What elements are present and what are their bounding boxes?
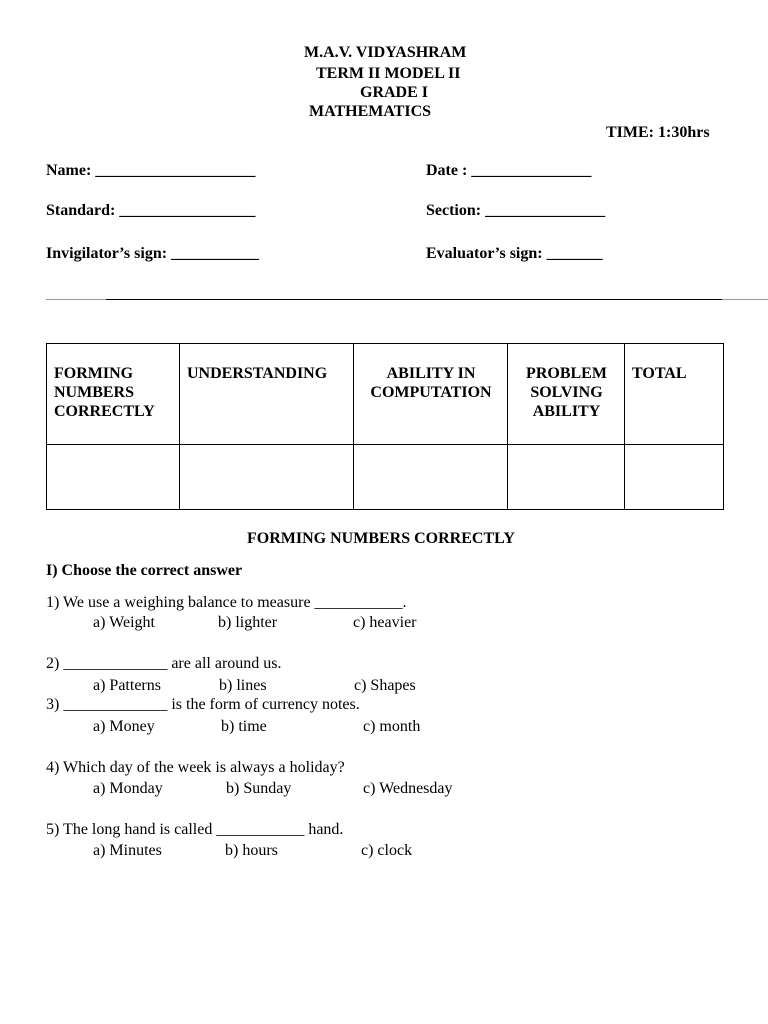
question-5-option-c: c) clock [361, 842, 413, 859]
question-1-option-b: b) lighter [218, 614, 278, 631]
question-4-option-a: a) Monday [93, 780, 163, 797]
name-field: Name: ____________________ [46, 162, 256, 179]
marks-cell-computation [354, 445, 508, 510]
exam-time: TIME: 1:30hrs [606, 124, 710, 141]
question-4: 4) Which day of the week is always a holiday? [46, 759, 345, 776]
question-1: 1) We use a weighing balance to measure ___________. [46, 594, 407, 611]
term-title: TERM II MODEL II [316, 65, 461, 82]
question-2: 2) _____________ are all around us. [46, 655, 282, 672]
marks-table-entry-row [47, 445, 724, 510]
school-name: M.A.V. VIDYASHRAM [304, 44, 467, 61]
question-1-option-c: c) heavier [353, 614, 417, 631]
question-5-option-b: b) hours [225, 842, 278, 859]
date-field: Date : _______________ [426, 162, 592, 179]
question-1-option-a: a) Weight [93, 614, 155, 631]
instruction-text: I) Choose the correct answer [46, 562, 243, 579]
question-3-option-a: a) Money [93, 718, 155, 735]
question-3-option-c: c) month [363, 718, 421, 735]
standard-field: Standard: _________________ [46, 202, 256, 219]
divider-line-dark [106, 299, 722, 300]
marks-col-computation: ABILITY IN COMPUTATION [354, 344, 508, 445]
question-2-option-b: b) lines [219, 677, 267, 694]
evaluator-sign-field: Evaluator’s sign: _______ [426, 245, 603, 262]
marks-col-total: TOTAL [625, 344, 724, 445]
question-3-option-b: b) time [221, 718, 267, 735]
question-2-option-c: c) Shapes [354, 677, 416, 694]
marks-col-forming-numbers: FORMING NUMBERS CORRECTLY [47, 344, 180, 445]
marks-table-header-row [47, 344, 724, 445]
marks-cell-forming-numbers [47, 445, 180, 510]
invigilator-sign-field: Invigilator’s sign: ___________ [46, 245, 260, 262]
section-heading: FORMING NUMBERS CORRECTLY [247, 530, 515, 547]
grade-title: GRADE I [360, 84, 429, 101]
marks-col-understanding: UNDERSTANDING [180, 344, 354, 445]
question-4-option-b: b) Sunday [226, 780, 292, 797]
marks-cell-understanding [180, 445, 354, 510]
marks-table [46, 343, 724, 510]
section-field: Section: _______________ [426, 202, 606, 219]
question-3: 3) _____________ is the form of currency notes. [46, 696, 360, 713]
question-2-option-a: a) Patterns [93, 677, 161, 694]
subject-title: MATHEMATICS [309, 103, 432, 120]
marks-col-problem-solving: PROBLEM SOLVING ABILITY [508, 344, 625, 445]
question-4-option-c: c) Wednesday [363, 780, 453, 797]
marks-cell-problem-solving [508, 445, 625, 510]
question-5-option-a: a) Minutes [93, 842, 162, 859]
question-5: 5) The long hand is called ___________ hand. [46, 821, 344, 838]
marks-cell-total [625, 445, 724, 510]
